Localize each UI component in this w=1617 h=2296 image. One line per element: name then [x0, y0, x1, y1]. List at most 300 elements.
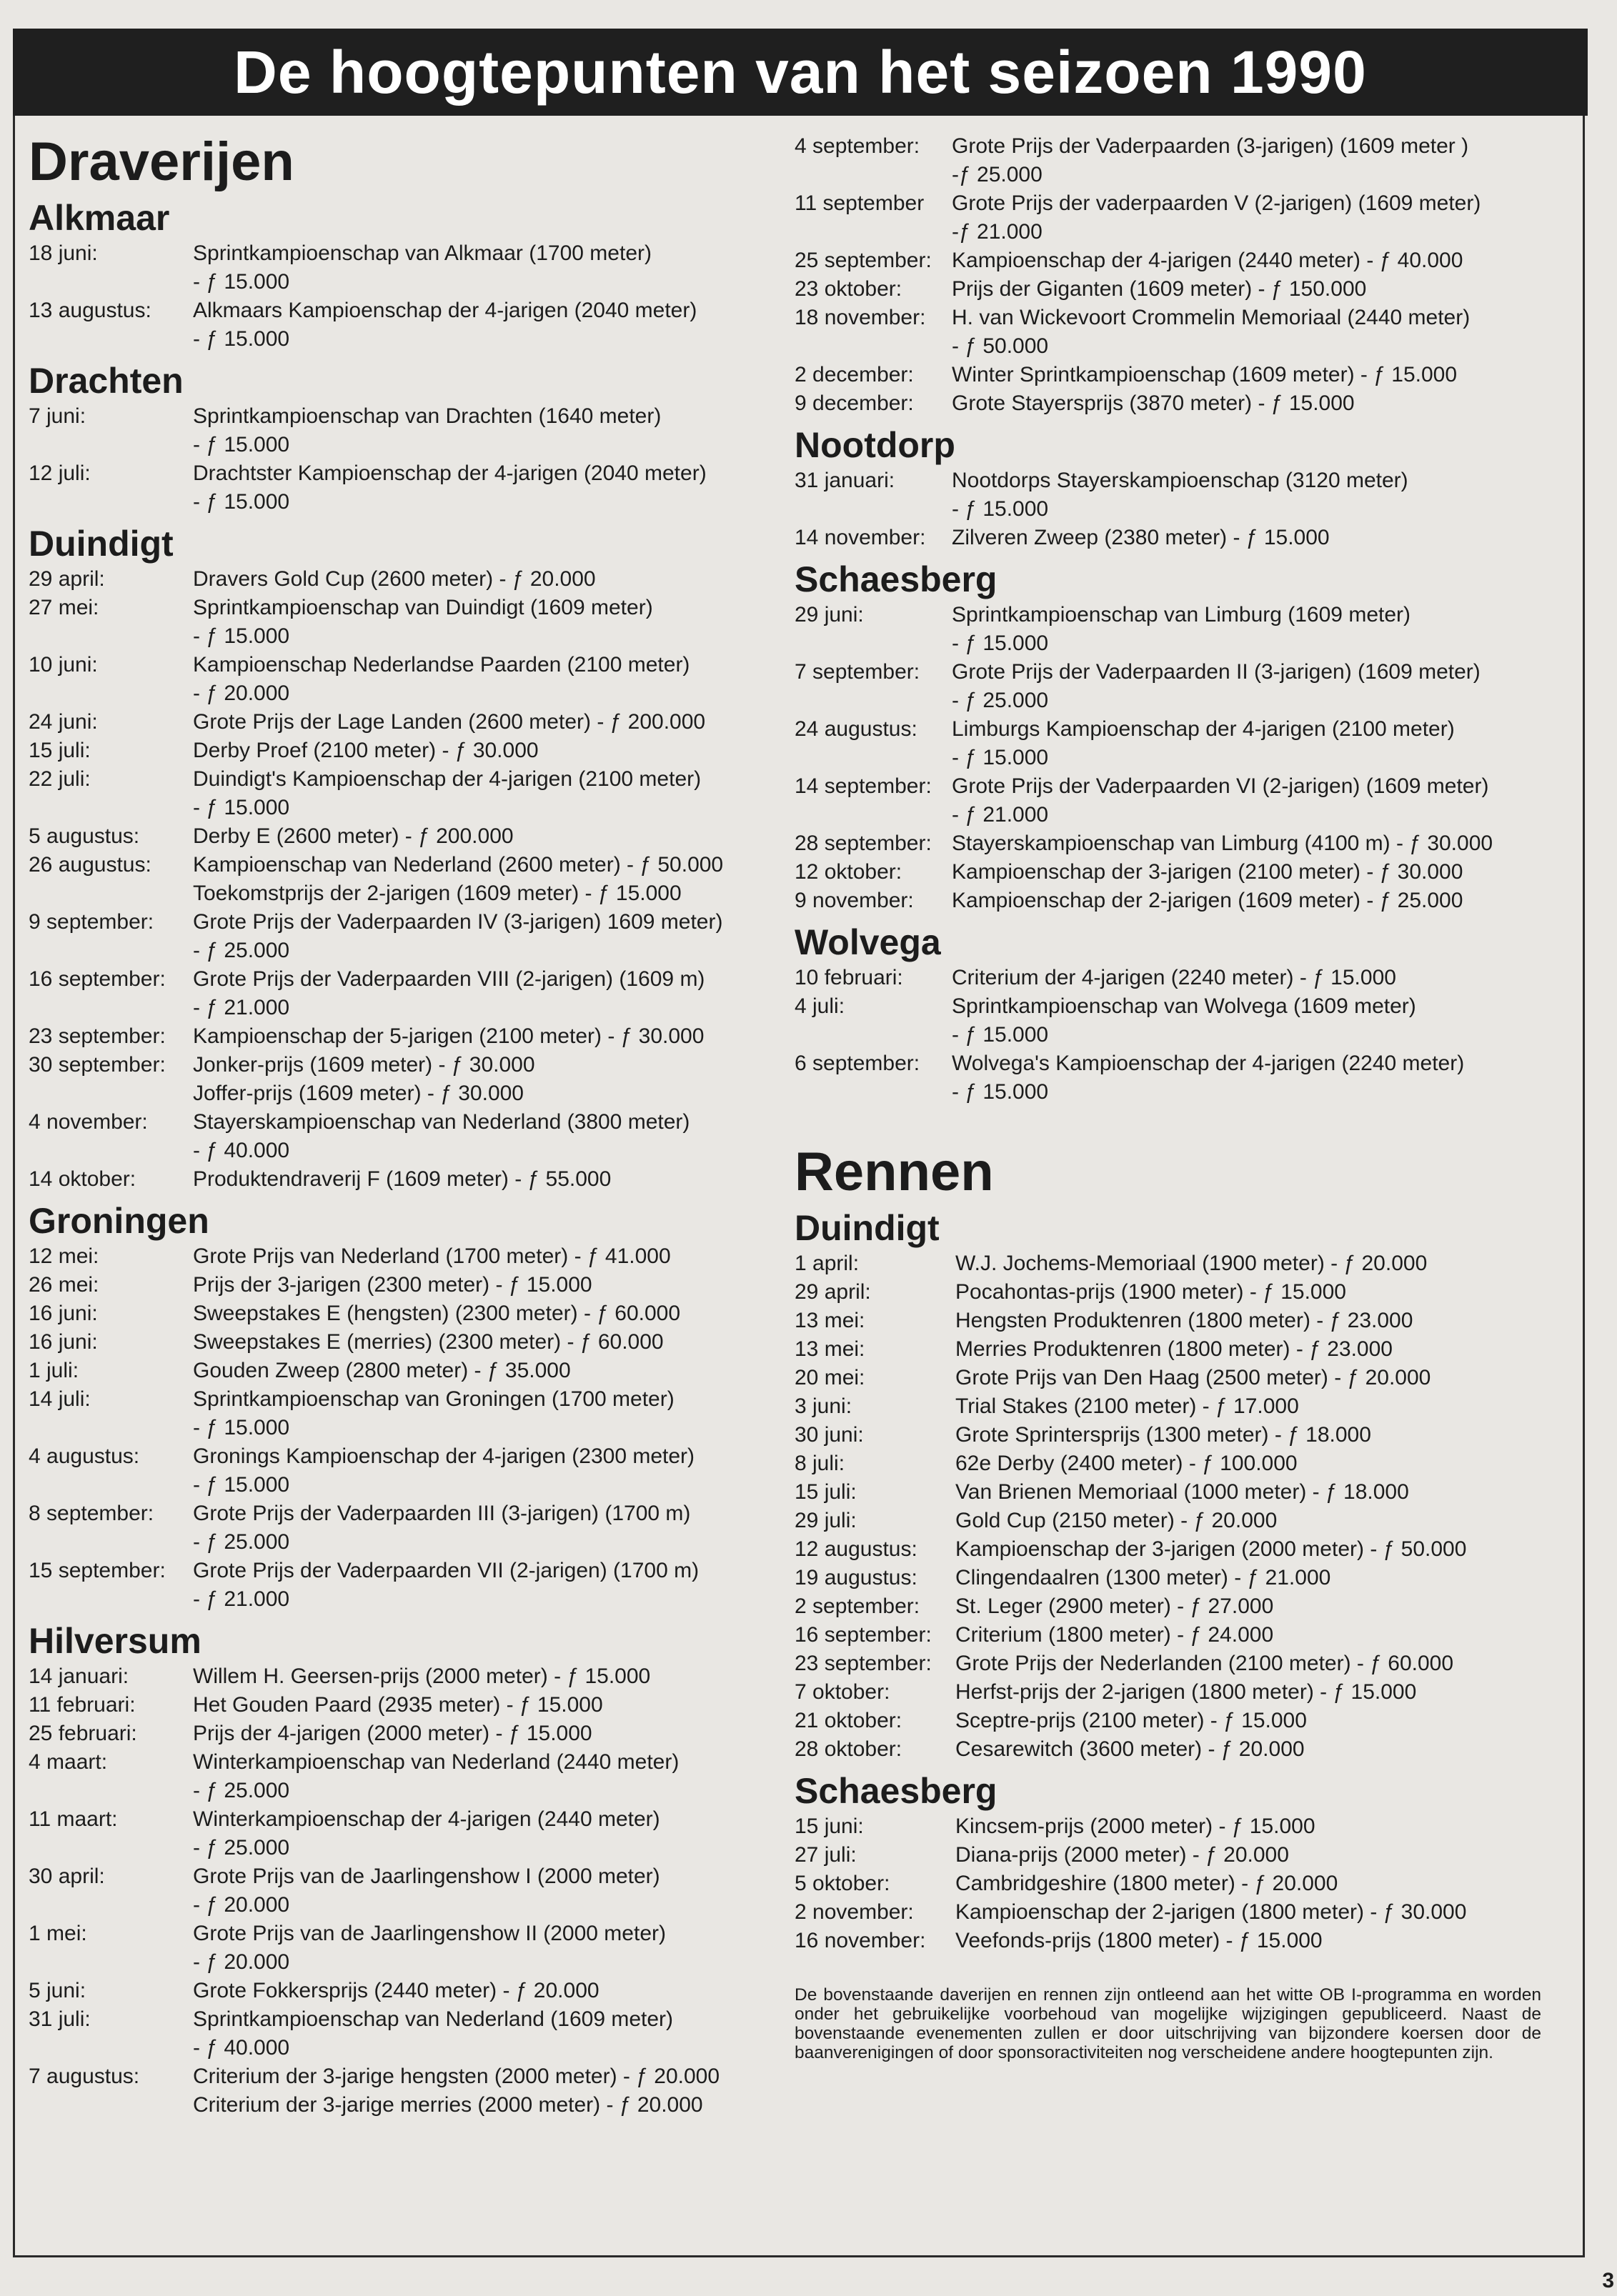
event-line: Sprintkampioenschap van Duindigt (1609 meter) — [193, 596, 653, 619]
event-row — [795, 715, 1573, 772]
event-description — [955, 1707, 1573, 1735]
event-line: Gouden Zweep (2800 meter) - ƒ 35.000 — [193, 1359, 571, 1382]
venue-heading: Groningen — [29, 1201, 209, 1241]
event-line: Grote Sprintersprijs (1300 meter) - ƒ 18.000 — [955, 1423, 1371, 1447]
event-description — [955, 1449, 1573, 1478]
event-row — [29, 1862, 786, 1920]
page-number: 3 — [1602, 2269, 1614, 2292]
event-date: 4 september: — [795, 134, 920, 158]
event-row — [29, 1299, 786, 1328]
event-date: 24 juni: — [29, 710, 98, 734]
event-line: W.J. Jochems-Memoriaal (1900 meter) - ƒ 20.000 — [955, 1252, 1428, 1275]
event-list — [795, 132, 1573, 418]
event-date: 20 mei: — [795, 1366, 865, 1389]
event-description — [193, 1977, 786, 2005]
event-line: Prijs der 4-jarigen (2000 meter) - ƒ 15.000 — [193, 1722, 592, 1745]
event-row — [29, 1977, 786, 2005]
event-line: Grote Prijs van de Jaarlingenshow II (2000 meter) — [193, 1922, 666, 1945]
event-date: 1 juli: — [29, 1359, 79, 1382]
event-description — [955, 1870, 1573, 1898]
event-date: 12 augustus: — [795, 1537, 917, 1561]
event-row — [795, 829, 1573, 858]
event-row — [795, 275, 1573, 304]
event-date: 2 september: — [795, 1594, 920, 1618]
event-row — [795, 389, 1573, 418]
venue-heading: Schaesberg — [795, 559, 997, 599]
event-line: -ƒ 25.000 — [952, 163, 1043, 186]
event-row — [795, 1621, 1573, 1649]
event-row — [795, 1278, 1573, 1307]
event-line: Grote Prijs der vaderpaarden V (2-jarigen) (1609 meter) — [952, 191, 1481, 215]
event-line: Grote Prijs van de Jaarlingenshow I (2000 meter) — [193, 1865, 660, 1888]
venue-heading: Hilversum — [29, 1621, 201, 1661]
event-row — [29, 239, 786, 296]
event-date: 31 januari: — [795, 469, 895, 492]
event-row — [29, 1385, 786, 1442]
event-date: 16 september: — [795, 1623, 932, 1647]
event-row — [795, 992, 1573, 1049]
event-date: 7 september: — [795, 660, 920, 684]
event-line: - ƒ 25.000 — [193, 1779, 290, 1802]
event-line: Duindigt's Kampioenschap der 4-jarigen (2100 meter) — [193, 767, 702, 791]
event-date: 26 augustus: — [29, 853, 151, 877]
event-line: 62e Derby (2400 meter) - ƒ 100.000 — [955, 1452, 1298, 1475]
event-line: Sprintkampioenschap van Alkmaar (1700 meter) — [193, 241, 652, 265]
event-row — [795, 361, 1573, 389]
event-row — [795, 1735, 1573, 1764]
event-row — [795, 1364, 1573, 1392]
event-line: Grote Prijs der Vaderpaarden IV (3-jarigen) 1609 meter) — [193, 910, 723, 934]
event-date: 4 november: — [29, 1110, 148, 1134]
event-line: Trial Stakes (2100 meter) - ƒ 17.000 — [955, 1394, 1299, 1418]
event-line: - ƒ 50.000 — [952, 334, 1049, 358]
event-description — [193, 737, 786, 765]
event-description — [952, 964, 1573, 992]
event-date: 9 december: — [795, 391, 914, 415]
event-date: 13 augustus: — [29, 299, 151, 322]
event-line: Grote Prijs der Vaderpaarden II (3-jarigen) (1609 meter) — [952, 660, 1481, 684]
event-line: Criterium (1800 meter) - ƒ 24.000 — [955, 1623, 1274, 1647]
event-description — [193, 1271, 786, 1299]
event-row — [29, 2005, 786, 2062]
event-date: 11 maart: — [29, 1807, 118, 1831]
event-line: Alkmaars Kampioenschap der 4-jarigen (2040 meter) — [193, 299, 697, 322]
event-line: Jonker-prijs (1609 meter) - ƒ 30.000 — [193, 1053, 535, 1077]
event-line: Sweepstakes E (hengsten) (2300 meter) - ƒ 60.000 — [193, 1302, 681, 1325]
event-line: Cambridgeshire (1800 meter) - ƒ 20.000 — [955, 1872, 1338, 1895]
event-description — [955, 1649, 1573, 1678]
event-date: 18 november: — [795, 306, 926, 329]
event-line: Kampioenschap der 5-jarigen (2100 meter) - ƒ 30.000 — [193, 1024, 705, 1048]
event-date: 29 april: — [29, 567, 105, 591]
event-line: Grote Prijs van Den Haag (2500 meter) - ƒ 20.000 — [955, 1366, 1431, 1389]
page-banner: De hoogtepunten van het seizoen 1990 — [13, 29, 1588, 116]
event-list — [795, 1249, 1573, 1764]
event-description — [193, 1557, 786, 1614]
event-description — [952, 1049, 1573, 1107]
event-line: Winterkampioenschap der 4-jarigen (2440 meter) — [193, 1807, 660, 1831]
event-line: Pocahontas-prijs (1900 meter) - ƒ 15.000 — [955, 1280, 1346, 1304]
event-list — [795, 466, 1573, 552]
event-row — [29, 1662, 786, 1691]
event-line: Het Gouden Paard (2935 meter) - ƒ 15.000 — [193, 1693, 603, 1717]
event-row — [795, 1249, 1573, 1278]
event-row — [29, 565, 786, 594]
event-line: Van Brienen Memoriaal (1000 meter) - ƒ 18.000 — [955, 1480, 1409, 1504]
event-description — [193, 1862, 786, 1920]
event-row — [795, 466, 1573, 524]
event-description — [193, 2005, 786, 2062]
event-row — [795, 1478, 1573, 1507]
event-date: 22 juli: — [29, 767, 91, 791]
event-row — [29, 1920, 786, 1977]
event-line: -ƒ 21.000 — [952, 220, 1043, 244]
rennen-heading: Rennen — [795, 1142, 994, 1202]
event-line: Criterium der 3-jarige hengsten (2000 meter) - ƒ 20.000 — [193, 2065, 720, 2088]
event-line: Criterium der 3-jarige merries (2000 meter) - ƒ 20.000 — [193, 2093, 703, 2117]
event-description — [193, 296, 786, 354]
event-line: Prijs der 3-jarigen (2300 meter) - ƒ 15.000 — [193, 1273, 592, 1297]
event-description — [955, 1841, 1573, 1870]
event-row — [29, 965, 786, 1022]
event-line: Clingendaalren (1300 meter) - ƒ 21.000 — [955, 1566, 1331, 1589]
draverijen-right-list — [795, 132, 1573, 1107]
event-date: 30 september: — [29, 1053, 166, 1077]
event-row — [29, 737, 786, 765]
event-date: 27 mei: — [29, 596, 99, 619]
event-line: Sprintkampioenschap van Nederland (1609 meter) — [193, 2007, 674, 2031]
event-line: Prijs der Giganten (1609 meter) - ƒ 150.000 — [952, 277, 1367, 301]
event-row — [795, 1449, 1573, 1478]
event-description — [952, 715, 1573, 772]
event-line: - ƒ 15.000 — [193, 1473, 290, 1497]
event-line: - ƒ 21.000 — [193, 1587, 290, 1611]
event-description — [193, 851, 786, 908]
event-description — [193, 1442, 786, 1499]
event-line: Sceptre-prijs (2100 meter) - ƒ 15.000 — [955, 1709, 1307, 1732]
event-row — [795, 858, 1573, 887]
event-line: Grote Prijs der Lage Landen (2600 meter) - ƒ 200.000 — [193, 710, 706, 734]
event-line: - ƒ 15.000 — [193, 1416, 290, 1439]
event-description — [193, 239, 786, 296]
event-line: - ƒ 25.000 — [952, 689, 1049, 712]
event-description — [952, 524, 1573, 552]
event-description — [193, 651, 786, 708]
event-row — [29, 1051, 786, 1108]
event-row — [795, 1841, 1573, 1870]
event-line: Joffer-prijs (1609 meter) - ƒ 30.000 — [193, 1082, 524, 1105]
event-row — [29, 765, 786, 822]
event-row — [795, 246, 1573, 275]
event-line: - ƒ 15.000 — [193, 624, 290, 648]
event-description — [193, 1299, 786, 1328]
event-description — [193, 1108, 786, 1165]
event-row — [29, 1357, 786, 1385]
event-line: - ƒ 25.000 — [193, 939, 290, 962]
event-line: Sprintkampioenschap van Wolvega (1609 meter) — [952, 994, 1416, 1018]
event-line: Veefonds-prijs (1800 meter) - ƒ 15.000 — [955, 1929, 1323, 1952]
event-date: 23 oktober: — [795, 277, 902, 301]
event-line: Kampioenschap van Nederland (2600 meter) - ƒ 50.000 — [193, 853, 724, 877]
event-line: Grote Fokkersprijs (2440 meter) - ƒ 20.000 — [193, 1979, 599, 2002]
event-description — [952, 658, 1573, 715]
event-date: 29 april: — [795, 1280, 871, 1304]
event-date: 29 juni: — [795, 603, 864, 627]
event-row — [29, 2062, 786, 2120]
event-list — [795, 1812, 1573, 1955]
event-line: Gold Cup (2150 meter) - ƒ 20.000 — [955, 1509, 1278, 1532]
event-description — [193, 1328, 786, 1357]
event-line: Winter Sprintkampioenschap (1609 meter) - ƒ 15.000 — [952, 363, 1458, 386]
event-line: - ƒ 15.000 — [193, 327, 290, 351]
event-description — [193, 1748, 786, 1805]
event-description — [955, 1735, 1573, 1764]
event-row — [795, 1307, 1573, 1335]
event-description — [193, 402, 786, 459]
event-line: - ƒ 15.000 — [952, 632, 1049, 655]
event-description — [955, 1392, 1573, 1421]
event-line: Stayerskampioenschap van Limburg (4100 m) - ƒ 30.000 — [952, 832, 1493, 855]
event-line: Grote Prijs der Vaderpaarden VII (2-jarigen) (1700 m) — [193, 1559, 700, 1582]
event-date: 26 mei: — [29, 1273, 99, 1297]
event-line: - ƒ 15.000 — [193, 490, 290, 514]
venue-heading: Nootdorp — [795, 425, 955, 465]
event-date: 30 juni: — [795, 1423, 864, 1447]
event-line: Kampioenschap Nederlandse Paarden (2100 meter) — [193, 653, 690, 677]
event-date: 31 juli: — [29, 2007, 91, 2031]
event-date: 4 maart: — [29, 1750, 108, 1774]
event-date: 14 januari: — [29, 1664, 129, 1688]
event-description — [955, 1678, 1573, 1707]
event-row — [29, 459, 786, 516]
event-list — [795, 964, 1573, 1107]
event-row — [795, 1812, 1573, 1841]
event-date: 9 november: — [795, 889, 914, 912]
event-line: Stayerskampioenschap van Nederland (3800 meter) — [193, 1110, 690, 1134]
event-description — [955, 1478, 1573, 1507]
event-date: 23 september: — [29, 1024, 166, 1048]
event-line: Zilveren Zweep (2380 meter) - ƒ 15.000 — [952, 526, 1330, 549]
event-row — [795, 964, 1573, 992]
event-date: 28 oktober: — [795, 1737, 902, 1761]
event-date: 21 oktober: — [795, 1709, 902, 1732]
event-date: 13 mei: — [795, 1337, 865, 1361]
event-list — [29, 239, 786, 354]
event-date: 16 juni: — [29, 1302, 98, 1325]
event-line: - ƒ 20.000 — [193, 682, 290, 705]
event-line: - ƒ 20.000 — [193, 1893, 290, 1917]
event-row — [795, 601, 1573, 658]
event-description — [193, 1022, 786, 1051]
event-date: 5 oktober: — [795, 1872, 890, 1895]
event-line: St. Leger (2900 meter) - ƒ 27.000 — [955, 1594, 1274, 1618]
event-row — [29, 1805, 786, 1862]
event-row — [795, 1507, 1573, 1535]
event-date: 1 april: — [795, 1252, 860, 1275]
event-date: 2 november: — [795, 1900, 914, 1924]
event-date: 1 mei: — [29, 1922, 87, 1945]
event-line: Produktendraverij F (1609 meter) - ƒ 55.000 — [193, 1167, 612, 1191]
event-date: 5 augustus: — [29, 824, 140, 848]
event-line: - ƒ 25.000 — [193, 1836, 290, 1860]
event-description — [952, 361, 1573, 389]
event-row — [29, 651, 786, 708]
event-description — [952, 858, 1573, 887]
event-description — [193, 1165, 786, 1194]
event-description — [955, 1421, 1573, 1449]
event-line: - ƒ 15.000 — [193, 270, 290, 294]
event-row — [795, 1392, 1573, 1421]
event-line: Kampioenschap der 2-jarigen (1609 meter) - ƒ 25.000 — [952, 889, 1463, 912]
event-line: Willem H. Geersen-prijs (2000 meter) - ƒ 15.000 — [193, 1664, 651, 1688]
event-row — [29, 708, 786, 737]
event-row — [29, 851, 786, 908]
event-description — [955, 1927, 1573, 1955]
event-line: - ƒ 15.000 — [952, 1080, 1049, 1104]
event-description — [952, 992, 1573, 1049]
event-date: 23 september: — [795, 1652, 932, 1675]
event-description — [193, 1242, 786, 1271]
event-line: Kampioenschap der 4-jarigen (2440 meter) - ƒ 40.000 — [952, 249, 1463, 272]
event-description — [193, 565, 786, 594]
event-description — [193, 965, 786, 1022]
event-date: 8 september: — [29, 1502, 154, 1525]
event-description — [952, 275, 1573, 304]
event-description — [952, 246, 1573, 275]
event-line: - ƒ 25.000 — [193, 1530, 290, 1554]
event-row — [29, 594, 786, 651]
event-row — [29, 296, 786, 354]
event-description — [955, 1898, 1573, 1927]
event-row — [795, 1870, 1573, 1898]
event-date: 15 juni: — [795, 1815, 864, 1838]
event-row — [29, 402, 786, 459]
event-date: 16 november: — [795, 1929, 926, 1952]
event-list — [29, 402, 786, 516]
event-description — [193, 459, 786, 516]
event-description — [193, 1662, 786, 1691]
event-line: Hengsten Produktenren (1800 meter) - ƒ 23.000 — [955, 1309, 1413, 1332]
venue-heading: Duindigt — [29, 524, 174, 564]
event-description — [955, 1812, 1573, 1841]
event-line: Grote Prijs der Vaderpaarden (3-jarigen) (1609 meter ) — [952, 134, 1469, 158]
right-column — [795, 132, 1573, 2062]
event-line: Sprintkampioenschap van Drachten (1640 meter) — [193, 404, 662, 428]
event-row — [795, 887, 1573, 915]
event-line: Herfst-prijs der 2-jarigen (1800 meter) - ƒ 15.000 — [955, 1680, 1417, 1704]
event-description — [193, 594, 786, 651]
event-date: 4 juli: — [795, 994, 845, 1018]
event-row — [795, 189, 1573, 246]
event-description — [952, 132, 1573, 189]
event-line: Sweepstakes E (merries) (2300 meter) - ƒ 60.000 — [193, 1330, 664, 1354]
event-description — [955, 1278, 1573, 1307]
event-date: 18 juni: — [29, 241, 98, 265]
event-line: - ƒ 15.000 — [193, 796, 290, 819]
event-row — [795, 1927, 1573, 1955]
event-row — [795, 1898, 1573, 1927]
event-date: 10 juni: — [29, 653, 98, 677]
event-date: 29 juli: — [795, 1509, 857, 1532]
event-line: Diana-prijs (2000 meter) - ƒ 20.000 — [955, 1843, 1289, 1867]
event-line: - ƒ 20.000 — [193, 1950, 290, 1974]
event-description — [955, 1335, 1573, 1364]
event-date: 4 augustus: — [29, 1444, 140, 1468]
event-description — [193, 708, 786, 737]
event-description — [952, 304, 1573, 361]
event-row — [29, 1328, 786, 1357]
event-description — [193, 1805, 786, 1862]
event-line: Toekomstprijs der 2-jarigen (1609 meter) - ƒ 15.000 — [193, 882, 682, 905]
draverijen-left-list — [29, 198, 786, 2120]
event-date: 9 september: — [29, 910, 154, 934]
event-line: Kincsem-prijs (2000 meter) - ƒ 15.000 — [955, 1815, 1315, 1838]
rennen-list — [795, 1208, 1573, 1955]
event-description — [952, 189, 1573, 246]
event-description — [193, 1499, 786, 1557]
event-list — [795, 601, 1573, 915]
event-line: - ƒ 15.000 — [952, 746, 1049, 769]
event-line: - ƒ 15.000 — [952, 497, 1049, 521]
event-row — [795, 1649, 1573, 1678]
event-row — [29, 1748, 786, 1805]
event-description — [955, 1592, 1573, 1621]
event-row — [795, 1592, 1573, 1621]
event-row — [29, 1719, 786, 1748]
event-row — [29, 1242, 786, 1271]
event-date: 28 september: — [795, 832, 932, 855]
event-line: - ƒ 21.000 — [193, 996, 290, 1019]
event-date: 5 juni: — [29, 1979, 86, 2002]
event-line: Grote Prijs der Vaderpaarden III (3-jarigen) (1700 m) — [193, 1502, 691, 1525]
event-date: 16 september: — [29, 967, 166, 991]
event-date: 12 mei: — [29, 1244, 99, 1268]
event-date: 7 augustus: — [29, 2065, 140, 2088]
event-line: Grote Prijs der Vaderpaarden VI (2-jarigen) (1609 meter) — [952, 774, 1489, 798]
event-description — [193, 1357, 786, 1385]
event-row — [795, 772, 1573, 829]
event-line: Sprintkampioenschap van Groningen (1700 meter) — [193, 1387, 675, 1411]
event-line: Wolvega's Kampioenschap der 4-jarigen (2240 meter) — [952, 1052, 1465, 1075]
event-date: 11 september — [795, 191, 925, 215]
event-line: Sprintkampioenschap van Limburg (1609 meter) — [952, 603, 1410, 627]
event-line: Grote Stayersprijs (3870 meter) - ƒ 15.000 — [952, 391, 1355, 415]
event-line: Cesarewitch (3600 meter) - ƒ 20.000 — [955, 1737, 1305, 1761]
event-row — [795, 132, 1573, 189]
event-line: Grote Prijs van Nederland (1700 meter) - ƒ 41.000 — [193, 1244, 671, 1268]
event-date: 8 juli: — [795, 1452, 845, 1475]
event-row — [29, 1691, 786, 1719]
event-date: 10 februari: — [795, 966, 903, 989]
event-line: Grote Prijs der Vaderpaarden VIII (2-jarigen) (1609 m) — [193, 967, 705, 991]
event-line: Merries Produktenren (1800 meter) - ƒ 23.000 — [955, 1337, 1393, 1361]
event-date: 12 juli: — [29, 461, 91, 485]
event-date: 14 september: — [795, 774, 932, 798]
event-description — [193, 1051, 786, 1108]
event-line: - ƒ 15.000 — [193, 433, 290, 456]
venue-heading: Drachten — [29, 361, 184, 401]
event-description — [193, 1719, 786, 1748]
event-description — [952, 829, 1573, 858]
event-row — [795, 1535, 1573, 1564]
event-description — [952, 389, 1573, 418]
event-line: - ƒ 21.000 — [952, 803, 1049, 827]
event-line: - ƒ 40.000 — [193, 1139, 290, 1162]
event-description — [193, 908, 786, 965]
event-line: Limburgs Kampioenschap der 4-jarigen (2100 meter) — [952, 717, 1455, 741]
event-description — [955, 1307, 1573, 1335]
event-line: Winterkampioenschap van Nederland (2440 meter) — [193, 1750, 680, 1774]
